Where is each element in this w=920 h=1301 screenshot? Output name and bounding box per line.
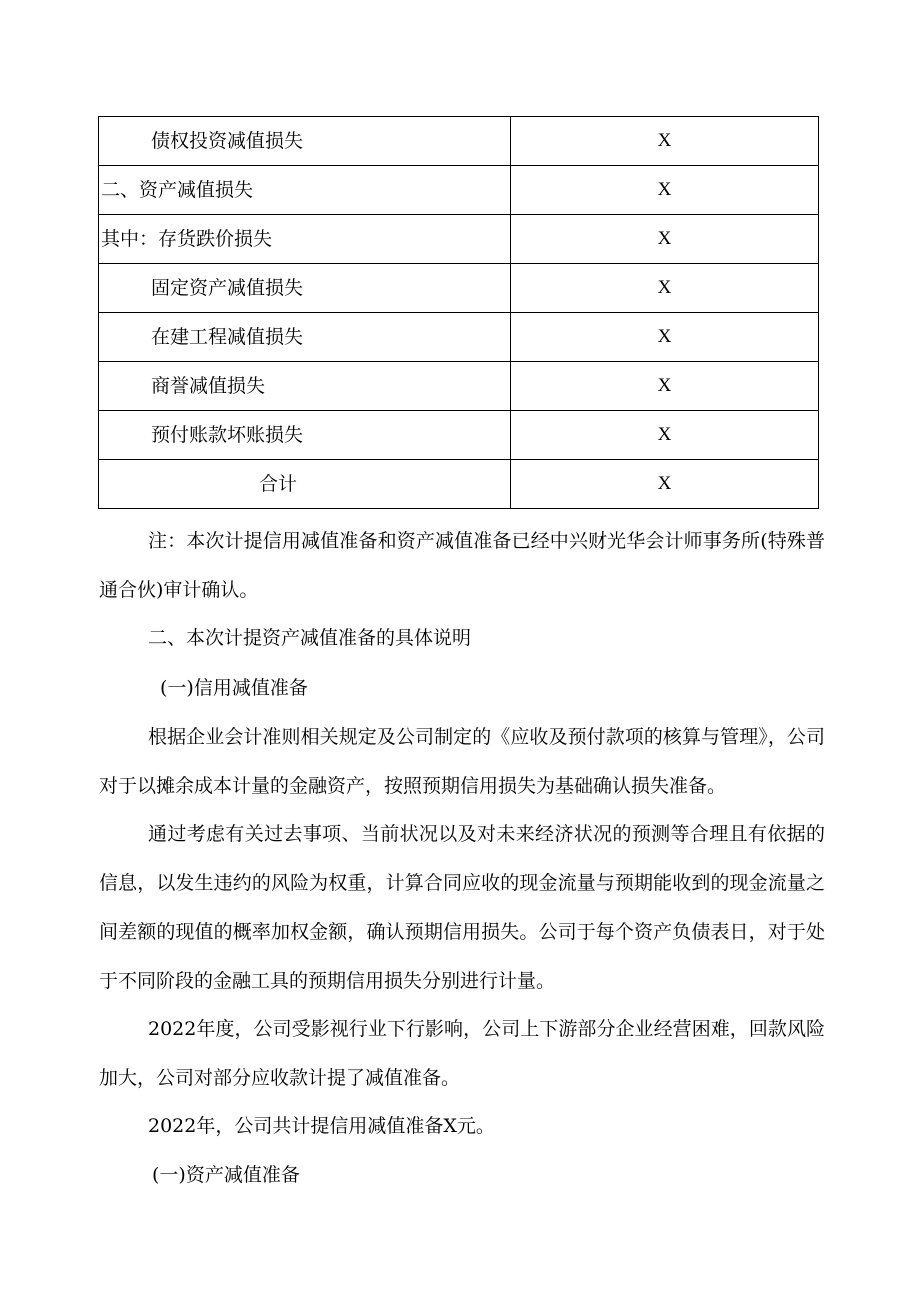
row-label: 二、资产减值损失 [99,166,511,215]
row-value: X [511,313,819,362]
paragraph-2: 通过考虑有关过去事项、当前状况以及对未来经济状况的预测等合理且有依据的信息，以发生违约的风险为权重，计算合同应收的现金流量与预期能收到的现金流量之间差额的现值的概率加权金额，确认预期信用损失。公司于每个资产负债表日，对于处于不同阶段的金融工具的预期信用损失分别进行计量。 [99,823,825,992]
row-label: 商誉减值损失 [99,362,511,411]
subsection-asset-heading: (一)资产减值准备 [152,1164,300,1186]
table-row-total [99,460,819,509]
row-value: X [511,264,819,313]
subsection-credit-heading: (一)信用减值准备 [160,677,308,699]
row-label: 固定资产减值损失 [99,264,511,313]
row-label: 在建工程减值损失 [99,313,511,362]
table-row [99,313,819,362]
row-label: 预付账款坏账损失 [99,411,511,460]
paragraph-3: 2022年度，公司受影视行业下行影响，公司上下游部分企业经营困难，回款风险加大，公司对部分应收款计提了减值准备。 [99,1018,825,1089]
table-row [99,215,819,264]
audit-note: 注：本次计提信用减值准备和资产减值准备已经中兴财光华会计师事务所(特殊普通合伙)审计确认。 [99,530,825,601]
paragraph-1: 根据企业会计准则相关规定及公司制定的《应收及预付款项的核算与管理》，公司对于以摊余成本计量的金融资产，按照预期信用损失为基础确认损失准备。 [99,726,825,797]
table-row [99,117,819,166]
row-value: X [511,362,819,411]
row-value: X [511,117,819,166]
row-label: 其中：存货跌价损失 [99,215,511,264]
table-row [99,411,819,460]
row-value: X [511,166,819,215]
paragraph-4: 2022年，公司共计提信用减值准备X元。 [148,1115,495,1137]
row-value: X [511,411,819,460]
row-value: X [511,460,819,509]
row-label: 债权投资减值损失 [99,117,511,166]
row-value: X [511,215,819,264]
section-2-heading: 二、本次计提资产减值准备的具体说明 [148,627,472,649]
impairment-summary-table [98,116,819,509]
table-row [99,264,819,313]
row-label: 合计 [99,460,511,509]
table-row [99,362,819,411]
table-row [99,166,819,215]
